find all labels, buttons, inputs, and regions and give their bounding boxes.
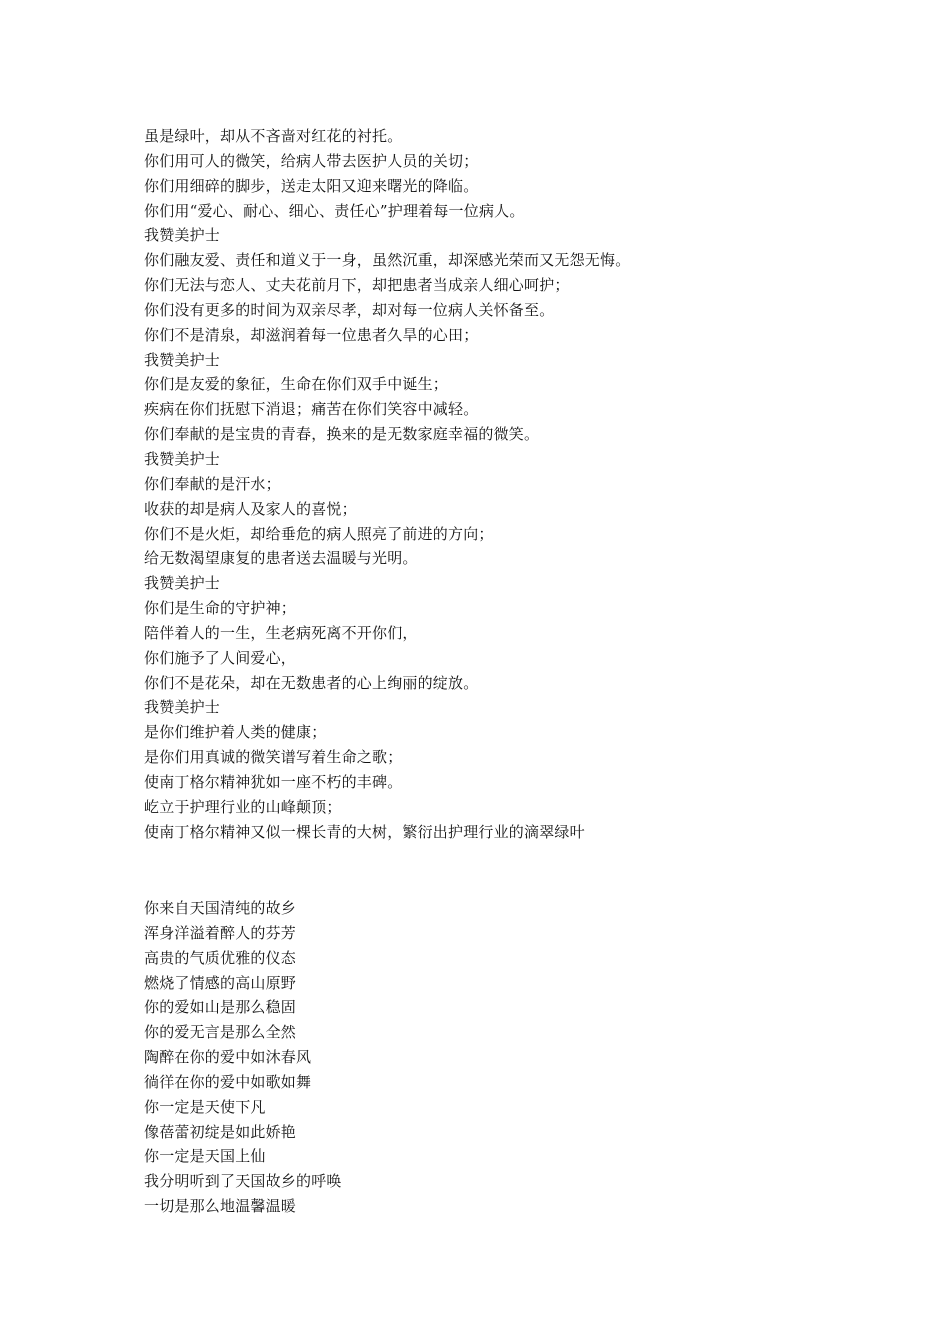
- text-line: 屹立于护理行业的山峰颠顶；: [144, 797, 342, 816]
- refrain-line: 我赞美护士: [144, 574, 221, 593]
- text-line: 你们奉献的是宝贵的青春，换来的是无数家庭幸福的微笑。: [144, 425, 540, 444]
- text-line: 一切是那么地温馨温暖: [144, 1197, 297, 1216]
- text-line: 陶醉在你的爱中如沐春风: [144, 1048, 312, 1067]
- text-line: 你们是友爱的象征，生命在你们双手中诞生；: [144, 375, 449, 394]
- text-line: 你们是生命的守护神；: [144, 599, 297, 618]
- text-line: 你们用可人的微笑，给病人带去医护人员的关切；: [144, 151, 479, 170]
- text-line: 你来自天国清纯的故乡: [144, 899, 297, 917]
- text-line: 我分明听到了天国故乡的呼唤: [144, 1172, 342, 1191]
- text-line: 你们奉献的是汗水；: [144, 474, 281, 493]
- text-line: 徜徉在你的爱中如歌如舞: [144, 1072, 312, 1091]
- text-line: 燃烧了情感的高山原野: [144, 973, 297, 992]
- text-line: 你们施予了人间爱心，: [144, 648, 297, 667]
- text-line: 你们融友爱、责任和道义于一身，虽然沉重，却深感光荣而又无怨无悔。: [144, 251, 631, 270]
- poem-two: [144, 896, 904, 1219]
- text-line: 你的爱如山是那么稳固: [144, 998, 297, 1017]
- text-line: 使南丁格尔精神又似一棵长青的大树，繁衍出护理行业的滴翠绿叶: [144, 822, 585, 841]
- text-line: 疾病在你们抚慰下消退；痛苦在你们笑容中减轻。: [144, 400, 479, 419]
- text-line: 你的爱无言是那么全然: [144, 1023, 297, 1042]
- text-line: 高贵的气质优雅的仪态: [144, 948, 297, 967]
- text-line: 是你们维护着人类的健康；: [144, 723, 327, 742]
- text-line: 虽是绿叶，却从不吝啬对红花的衬托。: [144, 127, 403, 145]
- refrain-line: 我赞美护士: [144, 350, 221, 369]
- text-line: 收获的却是病人及家人的喜悦；: [144, 499, 357, 518]
- text-line: 你们用细碎的脚步，送走太阳又迎来曙光的降临。: [144, 176, 479, 195]
- text-line: 使南丁格尔精神犹如一座不朽的丰碑。: [144, 772, 403, 791]
- text-line: 你一定是天使下凡: [144, 1097, 266, 1116]
- text-line: 你们不是花朵，却在无数患者的心上绚丽的绽放。: [144, 673, 479, 692]
- text-line: 像蓓蕾初绽是如此娇艳: [144, 1122, 297, 1141]
- text-line: 给无数渴望康复的患者送去温暖与光明。: [144, 549, 418, 568]
- text-line: 是你们用真诚的微笑谱写着生命之歌；: [144, 748, 403, 767]
- text-line: 你们不是火炬，却给垂危的病人照亮了前进的方向；: [144, 524, 494, 543]
- text-line: 你们无法与恋人、丈夫花前月下，却把患者当成亲人细心呵护；: [144, 276, 570, 295]
- refrain-line: 我赞美护士: [144, 449, 221, 468]
- poem-one: [144, 124, 904, 844]
- refrain-line: 我赞美护士: [144, 698, 221, 717]
- text-line: 你一定是天国上仙: [144, 1147, 266, 1166]
- text-line: 陪伴着人的一生，生老病死离不开你们，: [144, 623, 418, 642]
- text-line: 浑身洋溢着醉人的芬芳: [144, 923, 297, 942]
- text-line: 你们没有更多的时间为双亲尽孝，却对每一位病人关怀备至。: [144, 300, 555, 319]
- text-line: 你们不是清泉，却滋润着每一位患者久旱的心田；: [144, 325, 479, 344]
- refrain-line: 我赞美护士: [144, 226, 221, 245]
- text-line: 你们用“爱心、耐心、细心、责任心”护理着每一位病人。: [144, 201, 525, 220]
